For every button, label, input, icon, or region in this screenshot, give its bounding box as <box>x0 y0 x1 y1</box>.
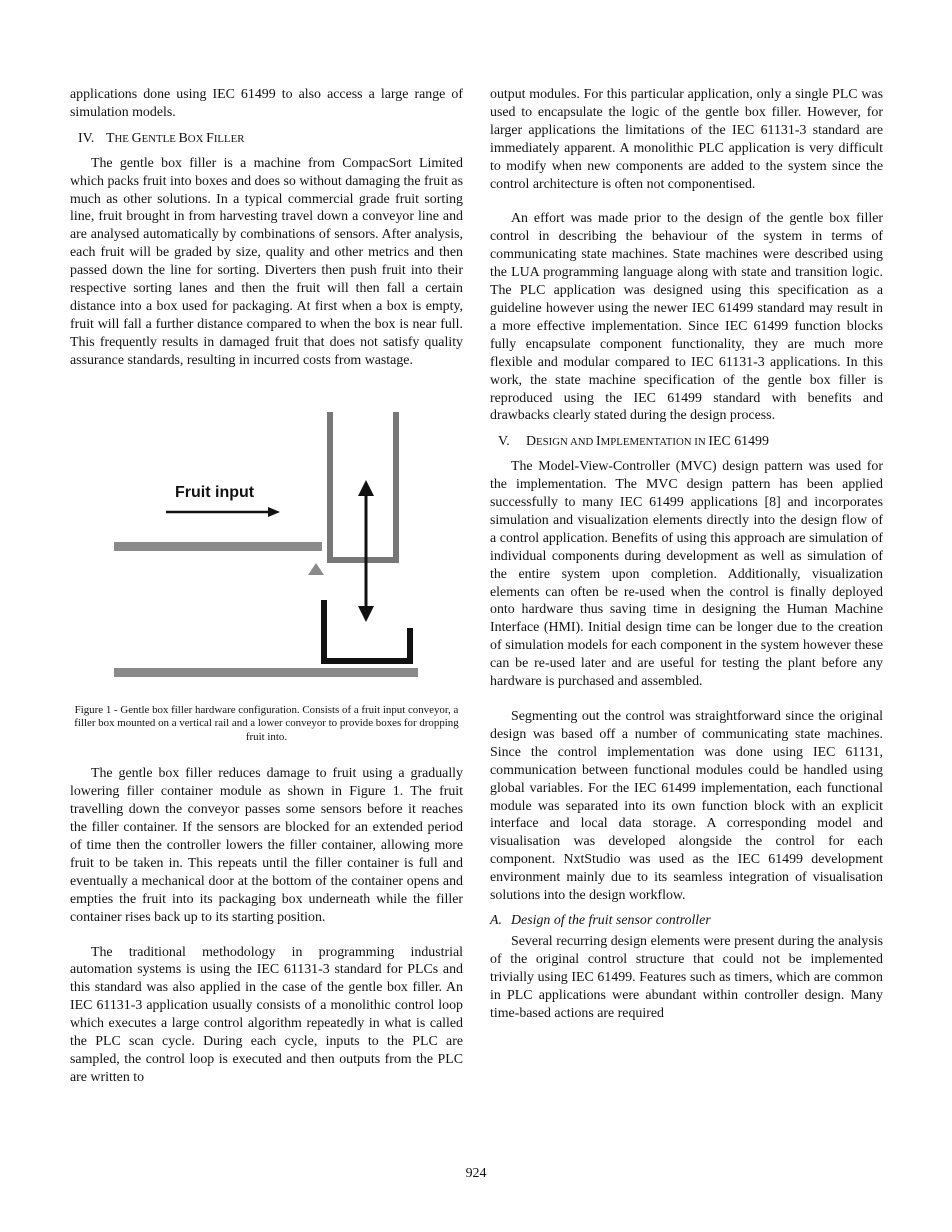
paragraph-gentle-1: The gentle box filler is a machine from CompacSort Limited which packs fruit into boxes and does so without damaging the fruit as much as other solutions. In a typical commercial grade fruit sorting line, fruit brought in from harvesting travel down a conveyor line and are analysed automatically by combinations of sensors. After analysis, each fruit will be graded by size, quality and other metrics and then passed down the line for sorting. Diverters then push fruit into their respective sorting lanes and then the fruit will then fall a certain distance into a box used for packaging. At first when a box is empty, fruit will fall a further distance compared to when the box is near full. This frequently results in damaged fruit that does not satisfy quality assurance standards, resulting in incurred costs from wastage. <box>70 155 463 368</box>
title-part: F <box>206 130 214 146</box>
section-title <box>106 131 244 146</box>
fruit-input-label: Fruit input <box>175 483 255 501</box>
subsection-number: A. <box>490 912 502 928</box>
subsection-heading-a <box>490 912 883 930</box>
title-part: G <box>131 130 142 146</box>
paragraph-recurring: Several recurring design elements were present during the analysis of the original control structure that could not be implemented trivially using IEC 61499. Features such as timers, which are common in PLC applications were abundant within controller design. Many time-based actions are required <box>490 933 883 1021</box>
section-number: V. <box>498 434 510 450</box>
figure-1-diagram <box>70 388 463 700</box>
paragraph-gentle-2: The gentle box filler reduces damage to fruit using a gradually lowering filler container module as shown in Figure 1. The fruit travelling down the conveyor passes some sensors before it reaches the filler container. If the sensors are blocked for an extended period of time then the controller lowers the filler container, allowing more fruit to be taken in. This repeats until the filler container is full and eventually a mechanical door at the bottom of the container opens and empties the fruit into its packaging box underneath while the filler container rises back up to its starting position. <box>70 766 463 925</box>
figure-1-caption: Figure 1 - Gentle box filler hardware configuration. Consists of a fruit input conveyor, a filler box mounted on a vertical rail and a lower conveyor to provide boxes for dropping fruit into. <box>74 703 459 743</box>
title-part: B <box>178 130 188 146</box>
filler-box-bottom <box>327 557 399 563</box>
lower-box-left-wall <box>321 600 327 664</box>
title-part: ILLER <box>213 132 245 145</box>
input-conveyor <box>114 542 322 551</box>
section-title <box>526 434 769 449</box>
right-column <box>490 86 883 1022</box>
section-heading-v <box>490 433 883 452</box>
section-number: IV. <box>78 130 95 146</box>
title-part: OX <box>187 132 207 145</box>
title-part: T <box>106 130 115 146</box>
paragraph-mvc: The Model-View-Controller (MVC) design pattern was used for the implementation. The MVC design pattern has been applied successfully to many IEC 61499 applications [8] and incorporates simulation and visualization elements directly into the design flow of a control application. Benefits of using this approach are simulation of individual components during development as well as simulation of the entire system upon completion. Additionally, visualization elements can often be re-used when the control is finally deployed onto hardware thus saving time in designing the Human Machine Interface (HMI). Initial design time can be longer due to the creation of simulation models for each component in the system however these can be re-used later and are useful for testing the plant before any hardware is purchased and assembled. <box>490 459 883 690</box>
filler-box-left-wall <box>327 412 333 563</box>
section-heading-iv <box>70 130 463 149</box>
figure-1 <box>70 388 463 700</box>
rail-arrow-up-head <box>358 480 374 496</box>
title-part: I <box>596 434 601 450</box>
fruit-input-arrow-head <box>268 507 280 517</box>
title-part: ESIGN AND <box>536 436 597 449</box>
filler-box-right-wall <box>393 412 399 563</box>
lower-conveyor <box>114 668 418 677</box>
subsection-title: Design of the fruit sensor controller <box>511 912 711 928</box>
paragraph-effort: An effort was made prior to the design of the gentle box filler control in describing the behaviour of the system in terms of communicating state machines. State machines were described using the LUA programming language along with state and transition logic. The PLC application was designed using this specification as a guideline however using the newer IEC 61499 standard may result in a more effective implementation. Since IEC 61499 function blocks fully encapsulate component functionality, they are much more flexible and modular compared to IEC 61131-3 applications. In this work, the state machine specification of the gentle box filler is reproduced using the IEC 61499 standard with benefits and drawbacks clearly stated during the design process. <box>490 211 883 424</box>
left-column <box>70 86 463 1087</box>
title-part: IEC 61499 <box>708 434 769 450</box>
paragraph-intro: applications done using IEC 61499 to also access a large range of simulation models. <box>70 87 463 120</box>
paragraph-output: output modules. For this particular application, only a single PLC was used to encapsulate the logic of the gentle box filler. However, for larger applications the limitations of the IEC 61131-3 standard are immediately apparent. A monolithic PLC application is very difficult to modify when new components are added to the system since the control architecture is often not componentised. <box>490 87 883 192</box>
paragraph-traditional: The traditional methodology in programming industrial automation systems is using the IEC 61131-3 standard for PLCs and this standard was also applied in the case of the gentle box filler. An IEC 61131-3 application usually consists of a monolithic control loop which executes a large control algorithm repeatedly in what is called the PLC scan cycle. During each cycle, inputs to the PLC are sampled, the control loop is executed and then outputs from the PLC are written to <box>70 944 463 1085</box>
lower-box-bottom <box>321 658 413 664</box>
paragraph-segment: Segmenting out the control was straightforward since the original design was based off a number of communicating state machines. Since the control implementation was done using IEC 61131, communication between functional modules could be handled using global variables. For the IEC 61499 implementation, each functional module was separated into its own function block with an explicit interface and local data storage. A corresponding model and visualisation was developed alongside the control for each component. NxtStudio was used as the IEC 61499 development environment mainly due to its seamless integration of visualisation solutions into the design workflow. <box>490 709 883 904</box>
title-part: ENTLE <box>141 132 179 145</box>
title-part: D <box>526 434 537 450</box>
conveyor-pivot-triangle <box>308 563 324 575</box>
title-part: MPLEMENTATION IN <box>600 436 709 449</box>
title-part: HE <box>114 132 132 145</box>
rail-arrow-down-head <box>358 606 374 622</box>
page-number: 924 <box>465 1166 487 1181</box>
